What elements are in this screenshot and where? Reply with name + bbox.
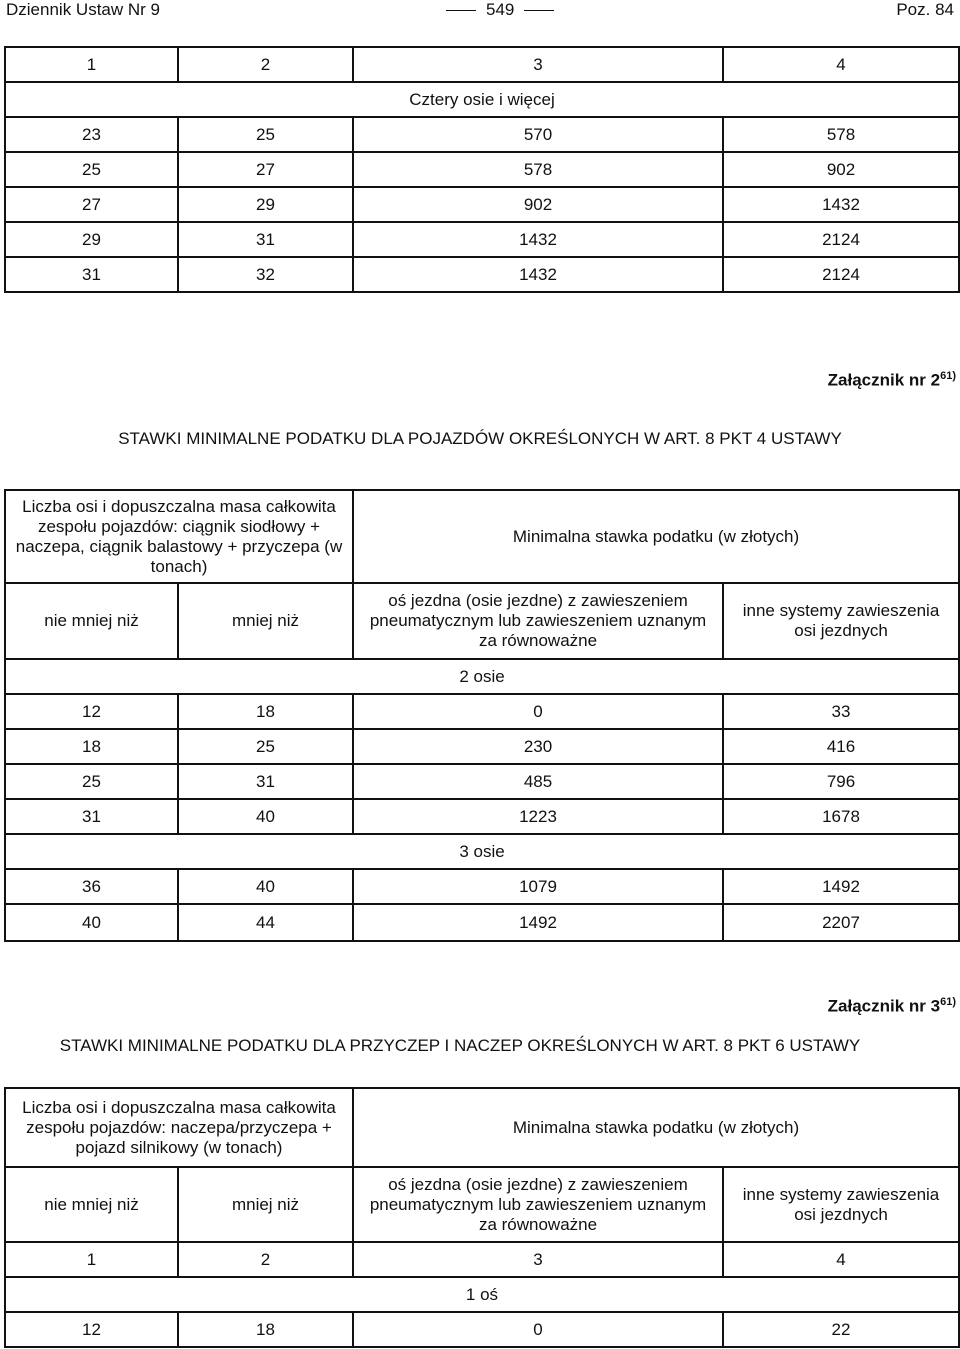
cell: 31 — [5, 257, 178, 292]
position-number: Poz. 84 — [896, 0, 954, 19]
cell: 1432 — [353, 257, 723, 292]
subheader-other-suspension: inne systemy zawieszenia osi jezdnych — [723, 583, 959, 659]
cell: 0 — [353, 1312, 723, 1347]
cell: 1678 — [723, 799, 959, 834]
table-row — [5, 799, 959, 834]
continued-rate-table — [4, 46, 960, 293]
cell: 36 — [5, 869, 178, 904]
cell: 31 — [178, 222, 353, 257]
cell: 44 — [178, 904, 353, 941]
cell: 33 — [723, 694, 959, 729]
cell: 12 — [5, 1312, 178, 1347]
col-number: 4 — [723, 47, 959, 82]
page-header — [0, 0, 960, 22]
cell: 1492 — [723, 869, 959, 904]
cell: 40 — [5, 904, 178, 941]
subheader-pneumatic-suspension: oś jezdna (osie jezdne) z zawieszeniem pneumatycznym lub zawieszeniem uznanym za równoważne — [353, 583, 723, 659]
section-header: 2 osie — [5, 659, 959, 694]
cell: 12 — [5, 694, 178, 729]
cell: 1432 — [353, 222, 723, 257]
table-row — [5, 152, 959, 187]
cell: 2124 — [723, 222, 959, 257]
cell: 22 — [723, 1312, 959, 1347]
journal-title: Dziennik Ustaw Nr 9 — [6, 0, 160, 19]
cell: 31 — [178, 764, 353, 799]
page-number: 549 — [436, 0, 564, 20]
annex-2-title: STAWKI MINIMALNE PODATKU DLA POJAZDÓW OKREŚLONYCH W ART. 8 PKT 4 USTAWY — [118, 429, 842, 448]
column-number-row — [5, 47, 959, 82]
annex-2-rate-table — [4, 489, 960, 942]
col-number: 1 — [5, 47, 178, 82]
cell: 27 — [178, 152, 353, 187]
cell: 27 — [5, 187, 178, 222]
subheader-not-less-than: nie mniej niż — [5, 583, 178, 659]
cell: 40 — [178, 799, 353, 834]
subheader-other-suspension: inne systemy zawieszenia osi jezdnych — [723, 1167, 959, 1242]
column-number-row — [5, 1242, 959, 1277]
cell: 416 — [723, 729, 959, 764]
subheader-pneumatic-suspension: oś jezdna (osie jezdne) z zawieszeniem pneumatycznym lub zawieszeniem uznanym za równoważne — [353, 1167, 723, 1242]
cell: 18 — [5, 729, 178, 764]
annex-2-label: Załącznik nr 2$^{61)}$ — [827, 370, 956, 390]
cell: 902 — [723, 152, 959, 187]
col-number: 2 — [178, 1242, 353, 1277]
cell: 32 — [178, 257, 353, 292]
subheader-not-less-than: nie mniej niż — [5, 1167, 178, 1242]
cell: 485 — [353, 764, 723, 799]
cell: 570 — [353, 117, 723, 152]
cell: 23 — [5, 117, 178, 152]
cell: 18 — [178, 1312, 353, 1347]
cell: 29 — [178, 187, 353, 222]
table-row — [5, 694, 959, 729]
header-min-rate: Minimalna stawka podatku (w złotych) — [353, 1088, 959, 1167]
cell: 1492 — [353, 904, 723, 941]
section-header: Cztery osie i więcej — [5, 82, 959, 117]
section-header: 3 osie — [5, 834, 959, 869]
cell: 25 — [5, 152, 178, 187]
cell: 796 — [723, 764, 959, 799]
col-number: 1 — [5, 1242, 178, 1277]
cell: 902 — [353, 187, 723, 222]
cell: 18 — [178, 694, 353, 729]
cell: 0 — [353, 694, 723, 729]
cell: 1223 — [353, 799, 723, 834]
subheader-less-than: mniej niż — [178, 1167, 353, 1242]
col-number: 3 — [353, 1242, 723, 1277]
annex-3-label: Załącznik nr 3$^{61)}$ — [827, 996, 956, 1016]
table-row — [5, 869, 959, 904]
col-number: 4 — [723, 1242, 959, 1277]
subheader-less-than: mniej niż — [178, 583, 353, 659]
cell: 25 — [5, 764, 178, 799]
cell: 1432 — [723, 187, 959, 222]
table-row — [5, 764, 959, 799]
cell: 1079 — [353, 869, 723, 904]
cell: 25 — [178, 729, 353, 764]
table-row — [5, 729, 959, 764]
cell: 25 — [178, 117, 353, 152]
section-header: 1 oś — [5, 1277, 959, 1312]
table-row — [5, 904, 959, 941]
cell: 29 — [5, 222, 178, 257]
header-min-rate: Minimalna stawka podatku (w złotych) — [353, 490, 959, 583]
cell: 2124 — [723, 257, 959, 292]
table-row — [5, 1312, 959, 1347]
header-axes-mass: Liczba osi i dopuszczalna masa całkowita zespołu pojazdów: ciągnik siodłowy + naczepa, ciągnik balastowy + przyczepa (w tonach) — [5, 490, 353, 583]
cell: 2207 — [723, 904, 959, 941]
annex-3-rate-table — [4, 1087, 960, 1348]
cell: 578 — [353, 152, 723, 187]
table-row — [5, 117, 959, 152]
cell: 578 — [723, 117, 959, 152]
annex-3-title: STAWKI MINIMALNE PODATKU DLA PRZYCZEP I NACZEP OKREŚLONYCH W ART. 8 PKT 6 USTAWY — [59, 1036, 861, 1055]
cell: 31 — [5, 799, 178, 834]
col-number: 2 — [178, 47, 353, 82]
cell: 230 — [353, 729, 723, 764]
table-row — [5, 257, 959, 292]
table-row — [5, 187, 959, 222]
header-axes-mass: Liczba osi i dopuszczalna masa całkowita zespołu pojazdów: naczepa/przyczepa + pojazd silnikowy (w tonach) — [5, 1088, 353, 1167]
col-number: 3 — [353, 47, 723, 82]
cell: 40 — [178, 869, 353, 904]
table-row — [5, 222, 959, 257]
